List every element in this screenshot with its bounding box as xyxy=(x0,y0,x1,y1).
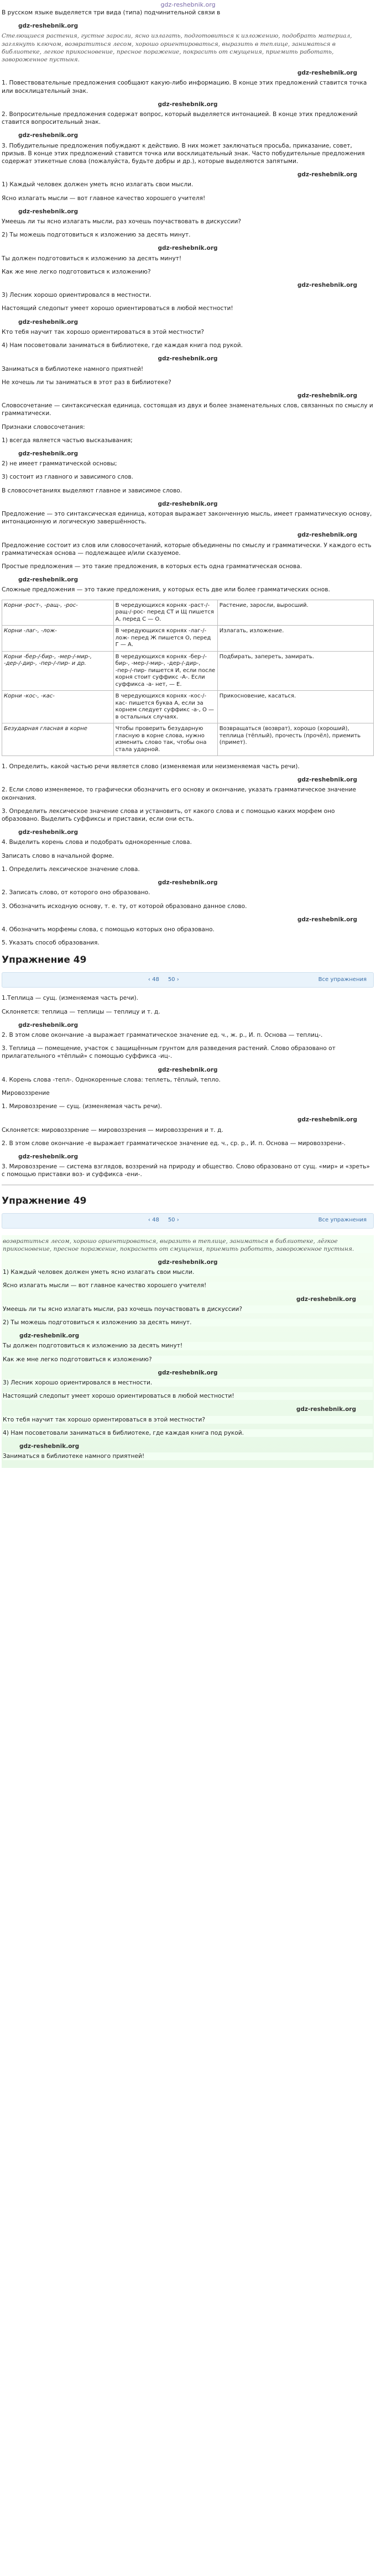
watermark: gdz-reshebnik.org xyxy=(158,500,218,507)
intro-handwritten: Стелющиеся растения, густые заросли, ясно излагать, подготовиться к изложению, подобрать материал, заглянуть ключом, возвратиться лесом, хорошо ориентироваться, выразить в теплице, заниматься в библиотеке, легкое прикосновение, пресное поражение, покрасить от смущения, приемить работать, завороженное пустыня. xyxy=(2,33,352,64)
exercise-title: Упражнение 49 xyxy=(2,954,87,966)
qa-line: Как же мне легко подготовиться к изложению? xyxy=(3,1356,373,1363)
all-exercises-link[interactable]: Все упражнения xyxy=(318,977,367,983)
prev-exercise-number: 48 xyxy=(152,977,159,983)
theory-line: В словосочетаниях выделяют главное и зависимое слово. xyxy=(2,487,182,494)
answer-line: Склоняется: теплица — теплицы — теплицу и т. д. xyxy=(2,1008,160,1015)
watermark: gdz-reshebnik.org xyxy=(297,777,357,784)
table-cell: В чередующихся корнях -лаг-/-лож- перед Ж пишется О, перед Г — А. xyxy=(113,626,217,652)
table-cell: В чередующихся корнях -раст-/-ращ-/-рос- перед СТ и Щ пишется А, перед С — О. xyxy=(113,600,217,626)
watermark: gdz-reshebnik.org xyxy=(158,879,218,886)
morph-step: 1. Определить, какой частью речи является слово (изменяемая или неизменяемая часть речи). xyxy=(2,763,300,770)
prev-exercise-link[interactable]: ‹ 48 xyxy=(148,977,159,983)
qa-line: Настоящий следопыт умеет хорошо ориентироваться в любой местности! xyxy=(3,1392,373,1400)
watermark: gdz-reshebnik.org xyxy=(296,1406,356,1413)
table-cell: Корни -кос-, -кас- xyxy=(2,691,114,723)
qa-line: 2) Ты можешь подготовиться к изложению за десять минут. xyxy=(3,1319,373,1326)
next-exercise-link[interactable]: 50 › xyxy=(168,1217,179,1224)
watermark: gdz-reshebnik.org xyxy=(158,355,218,363)
watermark: gdz-reshebnik.org xyxy=(158,245,218,252)
table-row xyxy=(2,651,374,691)
spelling-rules-table xyxy=(2,600,374,757)
answer-line: Склоняется: мировоззрение — мировоззрения — мировоззрения и т. д. xyxy=(2,1126,223,1134)
next-exercise-number: 50 xyxy=(168,977,175,983)
watermark: gdz-reshebnik.org xyxy=(297,171,357,179)
watermark: gdz-reshebnik.org xyxy=(158,1066,218,1073)
watermark: gdz-reshebnik.org xyxy=(18,318,79,326)
watermark: gdz-reshebnik.org xyxy=(297,532,357,539)
exercise-title-dup: Упражнение 49 xyxy=(2,1195,87,1206)
qa-line: 1) Каждый человек должен уметь ясно излагать свои мысли. xyxy=(3,1268,373,1276)
answer-line: Мировоззрение xyxy=(2,1089,50,1096)
theory-line: Признаки словосочетания: xyxy=(2,423,85,431)
watermark: gdz-reshebnik.org xyxy=(18,576,79,584)
qa-line: Заниматься в библиотеке намного приятней! xyxy=(3,1452,373,1460)
answer-line: 2. В этом слове окончание -е выражает грамматическое значение ед. ч., ср. р., И. п. Основа — мировоззрени-. xyxy=(2,1140,346,1147)
qa-line: Как же мне легко подготовиться к изложению? xyxy=(2,268,151,275)
watermark: gdz-reshebnik.org xyxy=(18,1021,79,1029)
theory-line: 3) состоит из главного и зависимого слов. xyxy=(2,474,134,481)
watermark: gdz-reshebnik.org xyxy=(297,916,357,923)
scanned-duplicate xyxy=(2,1184,374,1468)
sentence-type-1: 1. Повествовательные предложения сообщают какую-либо информацию. В конце этих предложений ставится точка или восклицательный знак. xyxy=(2,80,367,95)
next-exercise-link[interactable]: 50 › xyxy=(168,977,179,983)
table-cell: Корни -лаг-, -лож- xyxy=(2,626,114,652)
qa-line: 3) Лесник хорошо ориентировался в местности. xyxy=(3,1379,373,1387)
plan-step: 1. Определить лексическое значение слова. xyxy=(2,865,140,873)
qa-line: Ясно излагать мысли — вот главное качество хорошего учителя! xyxy=(3,1282,373,1289)
qa-line: Настоящий следопыт умеет хорошо ориентироваться в любой местности! xyxy=(2,305,233,312)
watermark: gdz-reshebnik.org xyxy=(18,23,79,30)
table-cell: Излагать, изложение. xyxy=(217,626,373,652)
sentence-type-2: 2. Вопросительные предложения содержат вопрос, который выделяется интонацией. В конце этих предложений ставится вопросительный знак. xyxy=(2,111,358,126)
plan-step: 4. Обозначить морфемы слова, с помощью которых оно образовано. xyxy=(2,926,215,933)
theory-line: Предложение состоит из слов или словосочетаний, которые объединены по смыслу и грамматически. У каждого есть грамматическая основа — подлежащее и/или сказуемое. xyxy=(2,542,372,557)
qa-line: 2) Ты можешь подготовиться к изложению за десять минут. xyxy=(2,232,191,239)
watermark: gdz-reshebnik.org xyxy=(18,208,79,215)
table-cell: Подбирать, запереть, замирать. xyxy=(217,651,373,691)
watermark: gdz-reshebnik.org xyxy=(18,450,79,457)
all-exercises-link[interactable]: Все упражнения xyxy=(318,1217,367,1224)
sentence-type-3: 3. Побудительные предложения побуждают к действию. В них может заключаться просьба, приказание, совет, призыв. В конце этих предложений ставится точка или восклицательный знак. Часто побудительные предложения содержат этикетные слова (пожалуйста, будьте добры и др.), которые выделяются запятыми. xyxy=(2,142,365,165)
table-cell: Чтобы проверить безударную гласную в корне слова, нужно изменить слово так, чтобы она стала ударной. xyxy=(113,723,217,756)
next-exercise-number: 50 xyxy=(168,1217,175,1224)
table-cell: Корни -бер-/-бир-, -мер-/-мир-, -дер-/-дир-, -пер-/-пир- и др. xyxy=(2,651,114,691)
theory-line: 2) не имеет грамматической основы; xyxy=(2,460,117,468)
watermark: gdz-reshebnik.org xyxy=(296,1295,356,1303)
nav-pages xyxy=(148,1216,179,1224)
qa-line: 1) Каждый человек должен уметь ясно излагать свои мысли. xyxy=(2,181,194,188)
plan-step: 3. Обозначить исходную основу, т. е. ту, от которой образовано данное слово. xyxy=(2,903,247,910)
watermark: gdz-reshebnik.org xyxy=(158,101,218,108)
watermark: gdz-reshebnik.org xyxy=(158,1258,218,1266)
theory-line: Простые предложения — это такие предложения, в которых есть одна грамматическая основа. xyxy=(2,563,302,570)
answer-line: 1. Мировоззрение — сущ. (изменяемая часть речи). xyxy=(2,1103,162,1110)
answer-line: 4. Корень слова -тепл-. Однокоренные слова: теплеть, тёплый, тепло. xyxy=(2,1076,221,1083)
table-cell: Растение, заросли, выросший. xyxy=(217,600,373,626)
nav-pages xyxy=(148,976,179,984)
watermark: gdz-reshebnik.org xyxy=(18,829,79,836)
answer-line: 2. В этом слове окончание -а выражает грамматическое значение ед. ч., ж. р., И. п. Основа — теплиц-. xyxy=(2,1031,323,1038)
watermark: gdz-reshebnik.org xyxy=(18,1153,79,1160)
answer-line: 3. Мировоззрение — система взглядов, воззрений на природу и общество. Слово образовано от сущ. «мир» и «зреть» с помощью приставки воз- и суффикса -ени-. xyxy=(2,1163,370,1178)
table-cell: Возвращаться (возврат), хорошо (хороший), теплица (тёплый), прочесть (прочёл), приемить (примет). xyxy=(217,723,373,756)
plan-step: 5. Указать способ образования. xyxy=(2,940,100,947)
watermark: gdz-reshebnik.org xyxy=(297,392,357,399)
morph-step: 4. Выделить корень слова и подобрать однокоренные слова. xyxy=(2,839,192,846)
theory-line: Предложение — это синтаксическая единица, которая выражает законченную мысль, имеет грамматическую основу, интонационную и логическую завершённость. xyxy=(2,510,372,526)
qa-line: 3) Лесник хорошо ориентировался в местности. xyxy=(2,292,152,299)
theory-line: 1) всегда является частью высказывания; xyxy=(2,437,133,444)
watermark: gdz-reshebnik.org xyxy=(158,1369,218,1376)
table-cell: Прикосновение, касаться. xyxy=(217,691,373,723)
answer-line: 1.Теплица — сущ. (изменяемая часть речи). xyxy=(2,995,138,1002)
morph-step: 2. Если слово изменяемое, то графически обозначить его основу и окончание, указать грамматическое значение окончания. xyxy=(2,786,357,801)
watermark: gdz-reshebnik.org xyxy=(19,1443,80,1450)
table-row xyxy=(2,723,374,756)
prev-exercise-link[interactable]: ‹ 48 xyxy=(148,1217,159,1224)
plan-step: 2. Записать слово, от которого оно образовано. xyxy=(2,889,150,896)
qa-line: Кто тебя научит так хорошо ориентироваться в этой местности? xyxy=(3,1416,373,1424)
qa-line: Ясно излагать мысли — вот главное качество хорошего учителя! xyxy=(2,195,206,202)
answer-line: 3. Теплица — помещение, участок с защищённым грунтом для разведения растений. Слово образовано от прилагательного «тёплый» с помощью суффикса -иц-. xyxy=(2,1045,336,1060)
prev-exercise-number: 48 xyxy=(152,1217,159,1224)
site-watermark: gdz-reshebnik.org xyxy=(160,1,216,8)
plan-title: Записать слово в начальной форме. xyxy=(2,852,114,859)
green-block xyxy=(2,1235,374,1468)
qa-line: 4) Нам посоветовали заниматься в библиотеке, где каждая книга под рукой. xyxy=(3,1429,373,1437)
table-cell: Безударная гласная в корне xyxy=(2,723,114,756)
exercise-nav-dup xyxy=(2,1213,374,1229)
qa-line: Умеешь ли ты ясно излагать мысли, раз хочешь поучаствовать в дискуссии? xyxy=(3,1305,373,1313)
table-row xyxy=(2,626,374,652)
table-cell: В чередующихся корнях -кос-/-кас- пишется буква А, если за корнем следует суффикс -а-, О — в остальных случаях. xyxy=(113,691,217,723)
qa-line: Ты должен подготовиться к изложению за десять минут! xyxy=(2,255,182,262)
table-row xyxy=(2,691,374,723)
watermark: gdz-reshebnik.org xyxy=(18,132,79,139)
morph-step: 3. Определить лексическое значение слова и установить, от какого слова и с помощью каких морфем оно образовано. Выделить суффиксы и приставки, если они есть. xyxy=(2,807,335,823)
content xyxy=(0,9,376,1468)
scan-handwritten: возвратиться лесом, хорошо ориентироваться, выразить в теплице, заниматься в библиотеке, лёгкое прикосновение, пресное поражение, покраснеть от смущения, приемить работать, завороженное пустыня. xyxy=(3,1237,373,1253)
qa-line: 4) Нам посоветовали заниматься в библиотеке, где каждая книга под рукой. xyxy=(2,342,243,349)
watermark: gdz-reshebnik.org xyxy=(297,282,357,289)
qa-line: Не хочешь ли ты заниматься в этот раз в библиотеке? xyxy=(2,379,171,386)
watermark: gdz-reshebnik.org xyxy=(19,1332,80,1340)
qa-line: Кто тебя научит так хорошо ориентироваться в этой местности? xyxy=(2,328,205,335)
theory-line: Сложные предложения — это такие предложения, у которых есть две или более грамматических основ. xyxy=(2,586,330,594)
table-row xyxy=(2,600,374,626)
qa-line: Умеешь ли ты ясно излагать мысли, раз хочешь поучаствовать в дискуссии? xyxy=(2,218,241,225)
theory-line: Словосочетание — синтаксическая единица, состоящая из двух и более знаменательных слов, связанных по смыслу и грамматически. xyxy=(2,402,373,417)
intro-line: В русском языке выделяется три вида (типа) подчинительной связи в xyxy=(2,9,221,16)
table-cell: Корни -рост-, -ращ-, -рос- xyxy=(2,600,114,626)
exercise-nav xyxy=(2,972,374,988)
table-cell: В чередующихся корнях -бер-/-бир-, -мер-/-мир-, -дер-/-дир-, -пер-/-пир- пишется И, если после корня стоит суффикс -А-. Если суффикса -а- нет, — Е. xyxy=(113,651,217,691)
watermark: gdz-reshebnik.org xyxy=(297,1116,357,1124)
qa-line: Ты должен подготовиться к изложению за десять минут! xyxy=(3,1342,373,1350)
qa-line: Заниматься в библиотеке намного приятней! xyxy=(2,365,144,373)
watermark: gdz-reshebnik.org xyxy=(297,70,357,77)
